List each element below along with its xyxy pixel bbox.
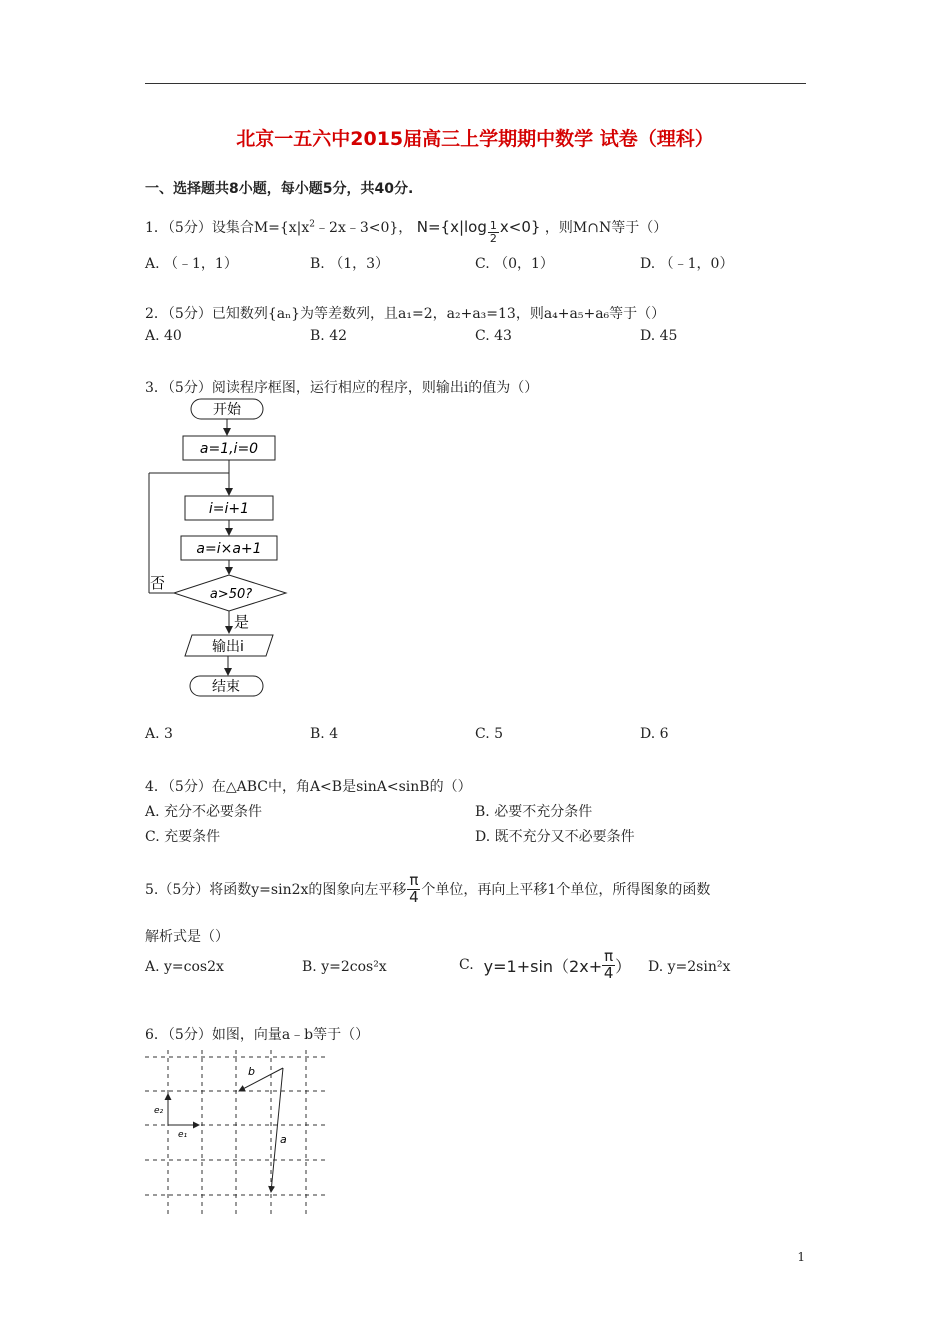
- label-b: b: [248, 1065, 255, 1078]
- q1-stem-mid: ﹣2x﹣3<0}，: [315, 220, 413, 237]
- q5-fraction: [407, 873, 420, 906]
- q5-fraction-den: 4: [409, 887, 419, 906]
- q5-fraction-num: π: [409, 871, 419, 889]
- q1-option-c: C. （0，1）: [475, 256, 554, 272]
- question-3-stem: 3．（5分）阅读程序框图，运行相应的程序，则输出i的值为（）: [145, 380, 539, 396]
- vector-b: [239, 1068, 283, 1091]
- question-6-stem: 6．（5分）如图，向量a﹣b等于（）: [145, 1027, 370, 1043]
- q3-option-d: D. 6: [640, 726, 669, 742]
- header-rule: [145, 83, 806, 84]
- flow-output-label: 输出i: [212, 639, 244, 655]
- q4-option-a: A. 充分不必要条件: [145, 804, 263, 820]
- vector-a: [271, 1068, 283, 1192]
- q1-stem-post: ，则M∩N等于（）: [544, 220, 668, 237]
- question-4-stem: 4．（5分）在△ABC中，角A<B是sinA<sinB的（）: [145, 779, 472, 795]
- q1-option-d: D. （﹣1，0）: [640, 256, 734, 272]
- label-e2: e₂: [154, 1106, 164, 1116]
- q2-option-b: B. 42: [310, 328, 348, 344]
- q1-stem-pre: 1．（5分）设集合M={x|x: [145, 220, 310, 237]
- q3-option-a: A. 3: [145, 726, 173, 742]
- q1-exponent: 2: [309, 219, 316, 230]
- question-1-stem: [145, 210, 667, 244]
- q1-option-a: A. （﹣1，1）: [145, 256, 238, 272]
- question-2-stem: 2．（5分）已知数列{aₙ}为等差数列，且a₁=2，a₂+a₃=13，则a₄+a₅+a₆等于（）: [145, 306, 666, 322]
- vector-grid-figure: [140, 1045, 330, 1220]
- q5-option-c: [459, 949, 631, 982]
- flow-end-label: 结束: [212, 679, 240, 695]
- q5-option-a: A. y=cos2x: [145, 959, 224, 975]
- q5-option-d: D. y=2sin²x: [648, 959, 731, 975]
- q5-option-c-fraction-num: π: [604, 947, 614, 965]
- label-e1: e₁: [178, 1130, 188, 1140]
- section-heading: 一、选择题共8小题，每小题5分，共40分.: [145, 181, 414, 197]
- q5-stem-post: 个单位，再向上平移1个单位，所得图象的函数: [421, 882, 711, 899]
- flow-step1-label: i=i+1: [208, 501, 250, 517]
- flow-start-label: 开始: [213, 402, 241, 418]
- q5-option-c-fraction: [602, 949, 615, 982]
- flow-yes-label: 是: [234, 613, 250, 631]
- page-number: 1: [797, 1250, 805, 1264]
- q1-set-n: [417, 210, 541, 244]
- q3-option-b: B. 4: [310, 726, 339, 742]
- flow-condition-label: a>50?: [209, 587, 253, 602]
- q2-option-d: D. 45: [640, 328, 678, 344]
- q1-option-b: B. （1，3）: [310, 256, 390, 272]
- q2-option-c: C. 43: [475, 328, 512, 344]
- q1-log-base-num: 1: [489, 219, 497, 232]
- q5-option-c-letter: C.: [459, 957, 474, 974]
- q5-option-c-fraction-den: 4: [603, 963, 614, 982]
- q4-option-b: B. 必要不充分条件: [475, 804, 593, 820]
- q1-set-n-a: N={x|log: [416, 218, 487, 237]
- question-5-stem: [145, 873, 710, 906]
- q2-option-a: A. 40: [145, 328, 182, 344]
- q5-stem-pre: 5.（5分）将函数y=sin2x的图象向左平移: [145, 882, 407, 899]
- flow-no-label: 否: [150, 574, 166, 592]
- flowchart: [140, 395, 300, 705]
- q1-log-base: [488, 220, 499, 244]
- question-5-stem-line2: 解析式是（）: [145, 929, 229, 945]
- q3-option-c: C. 5: [475, 726, 504, 742]
- q4-option-c: C. 充要条件: [145, 829, 221, 845]
- label-a: a: [280, 1133, 287, 1146]
- exam-title: 北京一五六中2015届高三上学期期中数学 试卷（理科）: [236, 128, 714, 150]
- q5-option-c-expr-post: ）: [615, 956, 632, 976]
- q1-set-n-b: x<0}: [499, 218, 541, 237]
- flow-step2-label: a=i×a+1: [196, 541, 262, 557]
- q5-option-b: B. y=2cos²x: [302, 959, 387, 975]
- q4-option-d: D. 既不充分又不必要条件: [475, 829, 635, 845]
- q5-option-c-expr-pre: y=1+sin（2x+: [483, 956, 603, 976]
- flow-init-label: a=1,i=0: [199, 441, 259, 457]
- q1-log-base-den: 2: [489, 231, 497, 245]
